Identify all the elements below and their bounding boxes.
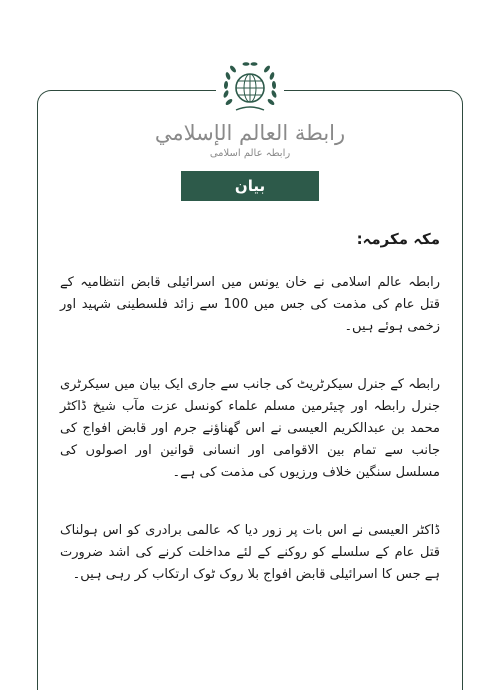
emblem-container bbox=[216, 58, 284, 118]
paragraph-2: رابطہ کے جنرل سیکرٹریٹ کی جانب سے جاری ایک بیان میں سیکرٹری جنرل رابطہ اور چیئرمین مسلم علماء کونسل عزت مآب شیخ ڈاکٹر محمد بن عبدالکریم العیسی نے اس گھناؤنے جرم اور قابض افواج کی جانب سے تمام بین الاقوامی اور انسانی قوانین اور اصولوں کی مسلسل سنگین خلاف ورزیوں کی مذمت کی ہے۔ bbox=[60, 377, 440, 480]
globe-wreath-emblem-icon bbox=[216, 58, 284, 118]
org-name-urdu-subtitle: رابطہ عالم اسلامی bbox=[209, 148, 291, 159]
statement-body bbox=[60, 228, 440, 622]
dateline: مکہ مکرمہ: bbox=[356, 230, 440, 248]
paragraph-1: رابطہ عالم اسلامی نے خان یونس میں اسرائیلی قابض انتظامیہ کے قتل عام کی مذمت کی جس میں 100 سے زائد فلسطینی شہید اور زخمی ہوئے ہیں۔ bbox=[60, 275, 440, 334]
org-name-arabic-logotype: رابطة العالم الإسلامي bbox=[154, 121, 346, 145]
statement-title-banner: بیان bbox=[181, 171, 319, 201]
paragraph-3: ڈاکٹر العیسی نے اس بات پر زور دیا کہ عالمی برادری کو اس ہولناک قتل عام کے سلسلے کو روکنے کے لئے مداخلت کرنے کی اشد ضرورت ہے جس کا اسرائیلی قابض افواج بلا روک ٹوک ارتکاب کر رہی ہیں۔ bbox=[60, 523, 440, 582]
